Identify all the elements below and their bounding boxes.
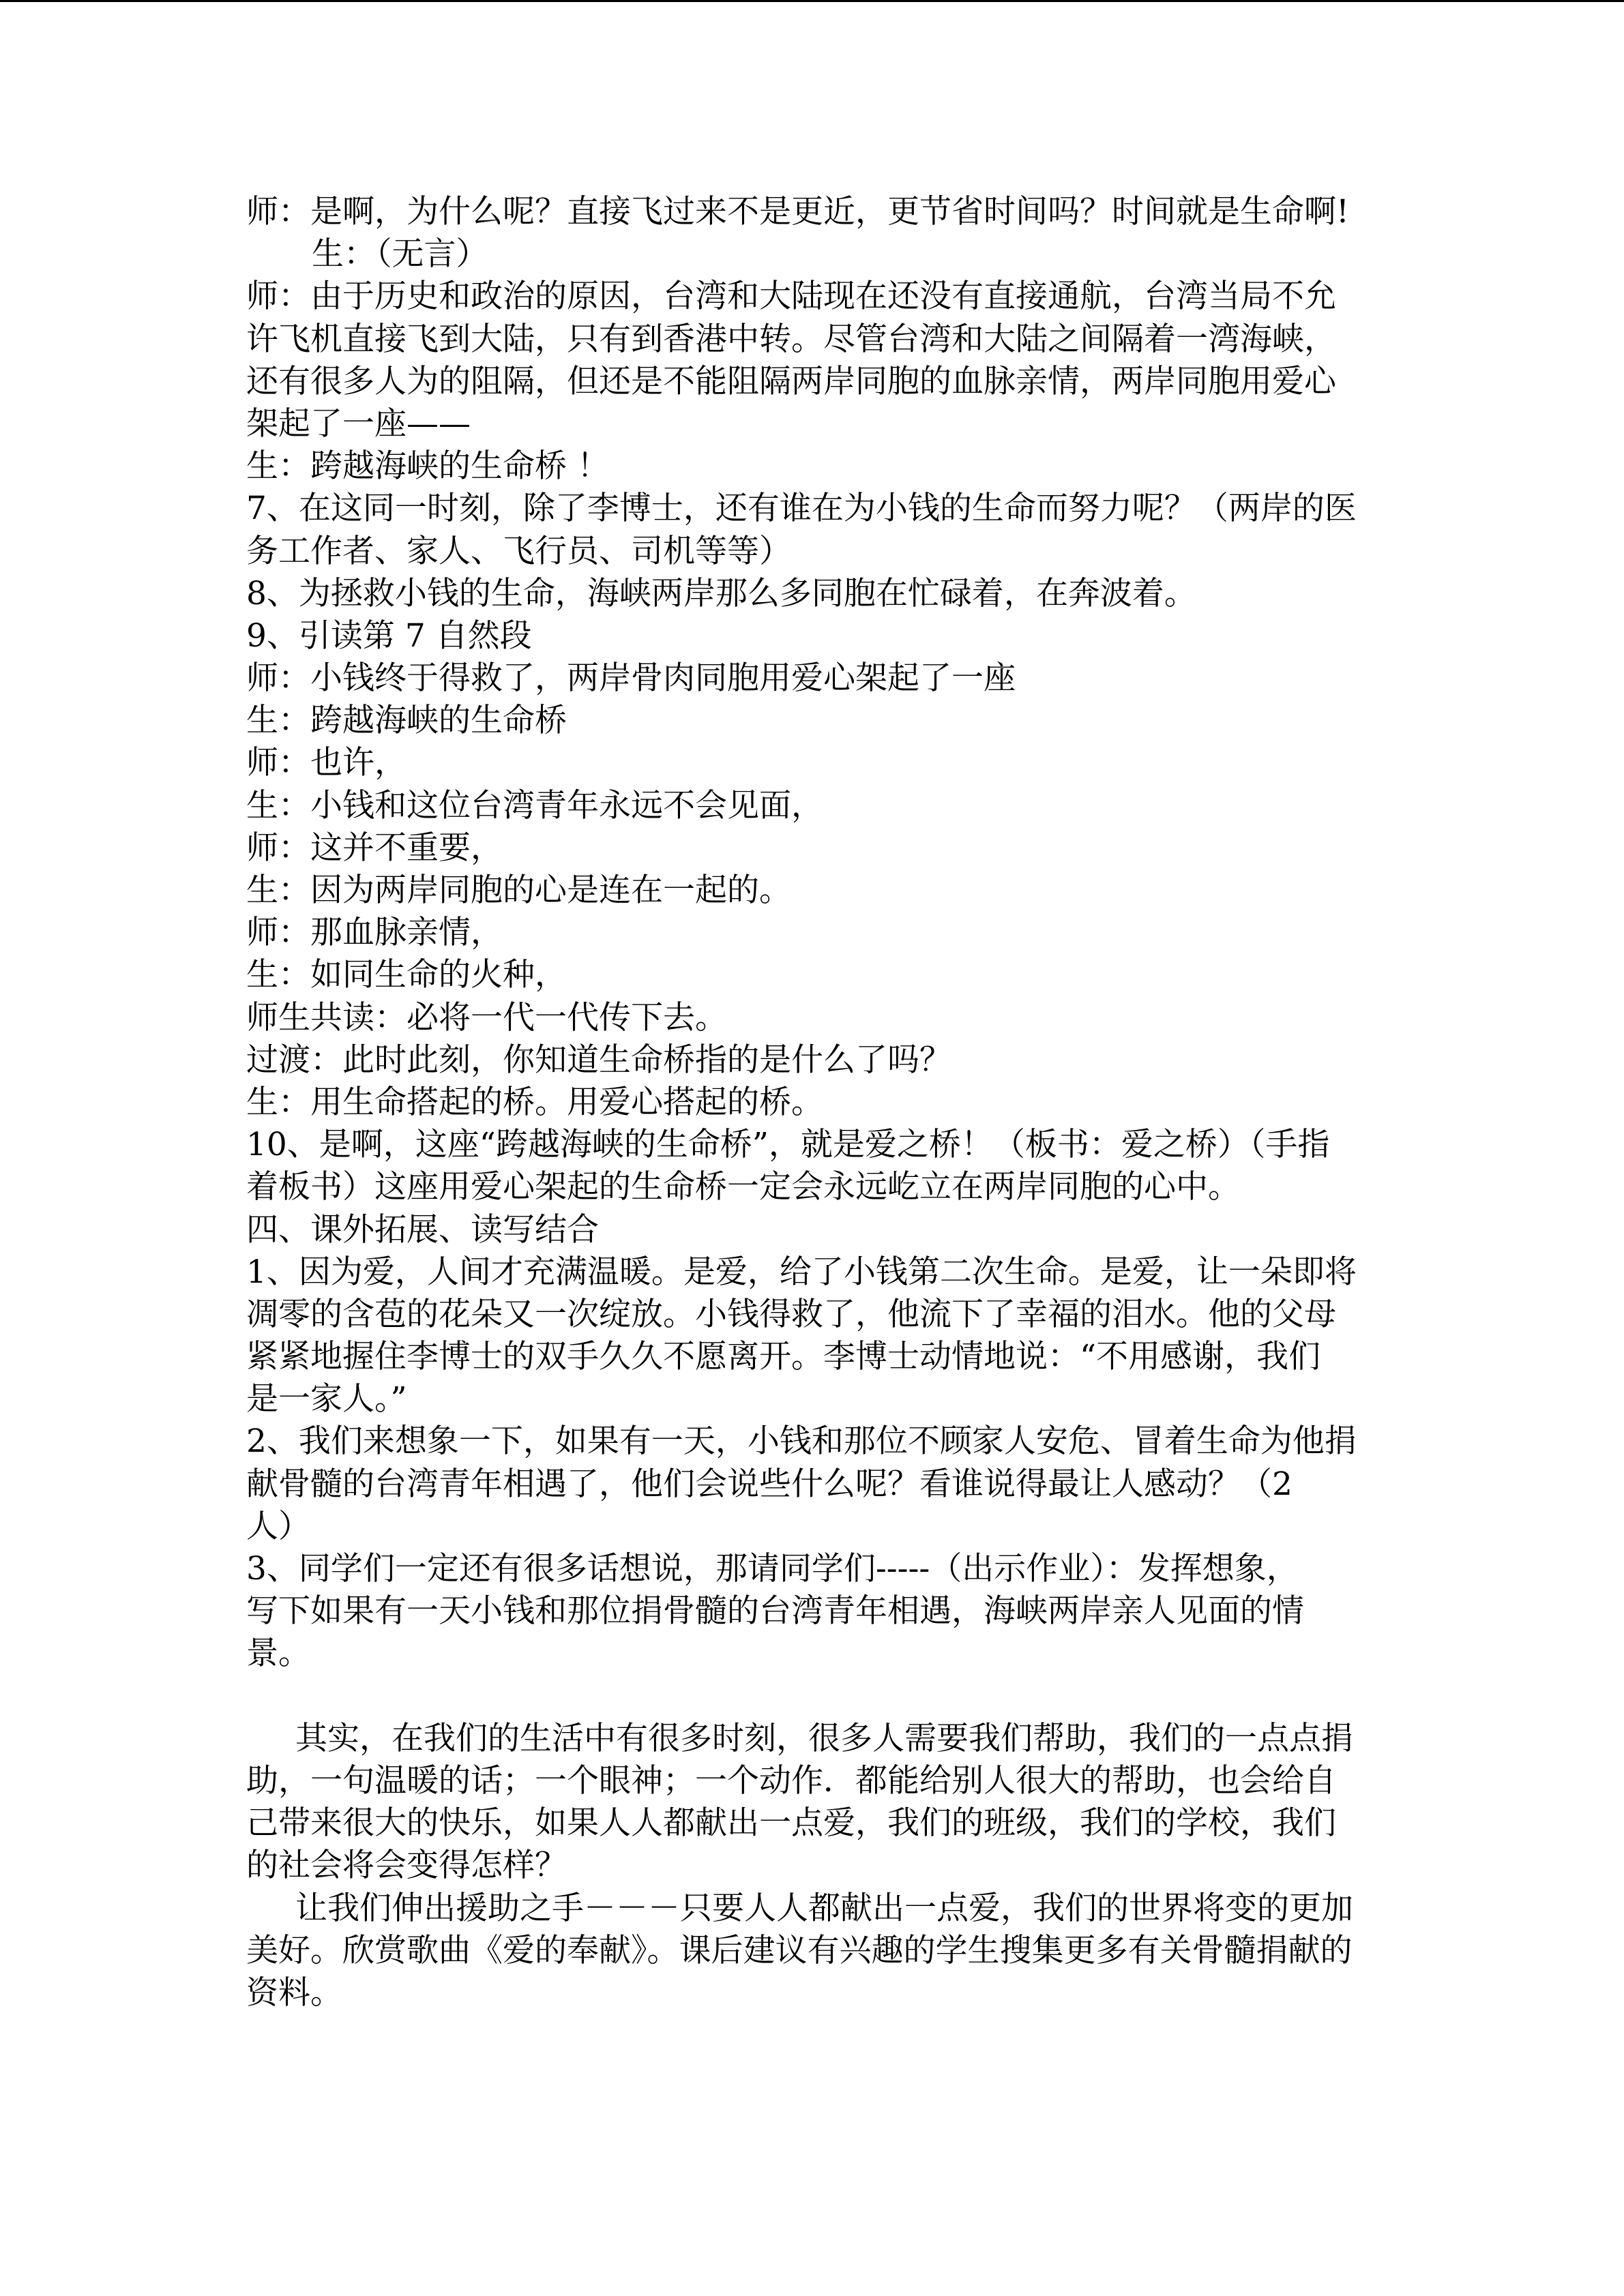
text-line: 师：是啊，为什么呢？直接飞过来不是更近，更节省时间吗？时间就是生命啊!	[246, 193, 1349, 230]
text-line: 师：那血脉亲情，	[246, 914, 503, 952]
text-line: 2、我们来想象一下，如果有一天，小钱和那位不顾家人安危、冒着生命为他捐	[246, 1422, 1357, 1461]
text-line: 生：跨越海峡的生命桥 ！	[246, 447, 609, 486]
text-line: 资料。	[246, 1973, 342, 2012]
paragraph-gap	[246, 1675, 1378, 1718]
document-page	[246, 191, 1378, 2014]
text-line: 许飞机直接飞到大陆，只有到香港中转。尽管台湾和大陆之间隔着一湾海峡，	[246, 320, 1336, 358]
text-line: 生：（无言）	[312, 235, 488, 273]
text-line: 师：也许，	[246, 744, 407, 782]
text-line: 生：因为两岸同胞的心是连在一起的。	[246, 871, 791, 909]
text-line: 凋零的含苞的花朵又一次绽放。小钱得救了，他流下了幸福的泪水。他的父母	[246, 1295, 1336, 1333]
text-line: 着板书）这座用爱心架起的生命桥一定会永远屹立在两岸同胞的心中。	[246, 1168, 1240, 1206]
text-line: 生：用生命搭起的桥。用爱心搭起的桥。	[246, 1083, 823, 1121]
text-line: 还有很多人为的阻隔，但还是不能阻隔两岸同胞的血脉亲情，两岸同胞用爱心	[246, 362, 1336, 400]
text-line: 10、是啊，这座“跨越海峡的生命桥”，就是爱之桥！（板书：爱之桥）（手指	[246, 1126, 1330, 1164]
text-line: 的社会将会变得怎样？	[246, 1847, 567, 1885]
text-line: 师：小钱终于得救了，两岸骨肉同胞用爱心架起了一座	[246, 659, 1016, 698]
text-line: 美好。欣赏歌曲《爱的奉献》。课后建议有兴趣的学生搜集更多有关骨髓捐献的	[246, 1931, 1353, 1969]
text-line: 生：小钱和这位台湾青年永远不会见面，	[246, 786, 823, 824]
text-line: 过渡：此时此刻，你知道生命桥指的是什么了吗？	[246, 1041, 951, 1079]
text-line: 紧紧地握住李博士的双手久久不愿离开。李博士动情地说：“不用感谢，我们	[246, 1338, 1321, 1376]
text-line: 9、引读第 7 自然段	[246, 616, 532, 655]
text-line: 师生共读：必将一代一代传下去。	[246, 998, 727, 1037]
text-line: 人）	[246, 1507, 310, 1545]
text-line: 7、在这同一时刻，除了李博士，还有谁在为小钱的生命而努力呢？（两岸的医	[246, 490, 1357, 528]
text-line: 生：如同生命的火种，	[246, 956, 567, 994]
text-line: 景。	[246, 1635, 310, 1673]
text-line: 己带来很大的快乐，如果人人都献出一点爱，我们的班级，我们的学校，我们	[246, 1804, 1336, 1843]
top-border-line	[0, 0, 1624, 2]
text-line: 其实，在我们的生活中有很多时刻，很多人需要我们帮助，我们的一点点捐	[295, 1719, 1353, 1757]
text-line: 写下如果有一天小钱和那位捐骨髓的台湾青年相遇，海峡两岸亲人见面的情	[246, 1592, 1304, 1630]
text-line: 生：跨越海峡的生命桥	[246, 702, 567, 740]
text-line: 架起了一座——	[246, 404, 471, 443]
text-line: 1、因为爱，人间才充满温暖。是爱，给了小钱第二次生命。是爱，让一朵即将	[246, 1253, 1357, 1291]
text-line: 8、为拯救小钱的生命，海峡两岸那么多同胞在忙碌着，在奔波着。	[246, 574, 1196, 612]
text-line: 务工作者、家人、飞行员、司机等等）	[246, 532, 791, 570]
section-heading: 四、课外拓展、读写结合	[246, 1210, 599, 1249]
text-line: 是一家人。”	[246, 1380, 407, 1418]
text-line: 献骨髓的台湾青年相遇了，他们会说些什么呢？看谁说得最让人感动？（2	[246, 1465, 1293, 1503]
text-line: 师：由于历史和政治的原因，台湾和大陆现在还没有直接通航，台湾当局不允	[246, 278, 1336, 316]
text-line: 助，一句温暖的话；一个眼神；一个动作．都能给别人很大的帮助，也会给自	[246, 1761, 1336, 1800]
text-line: 师：这并不重要，	[246, 829, 503, 867]
text-line: 3、同学们一定还有很多话想说，那请同学们-----（出示作业）：发挥想象，	[246, 1550, 1299, 1587]
text-line: 让我们伸出援助之手－－－只要人人都献出一点爱，我们的世界将变的更加	[295, 1889, 1353, 1927]
